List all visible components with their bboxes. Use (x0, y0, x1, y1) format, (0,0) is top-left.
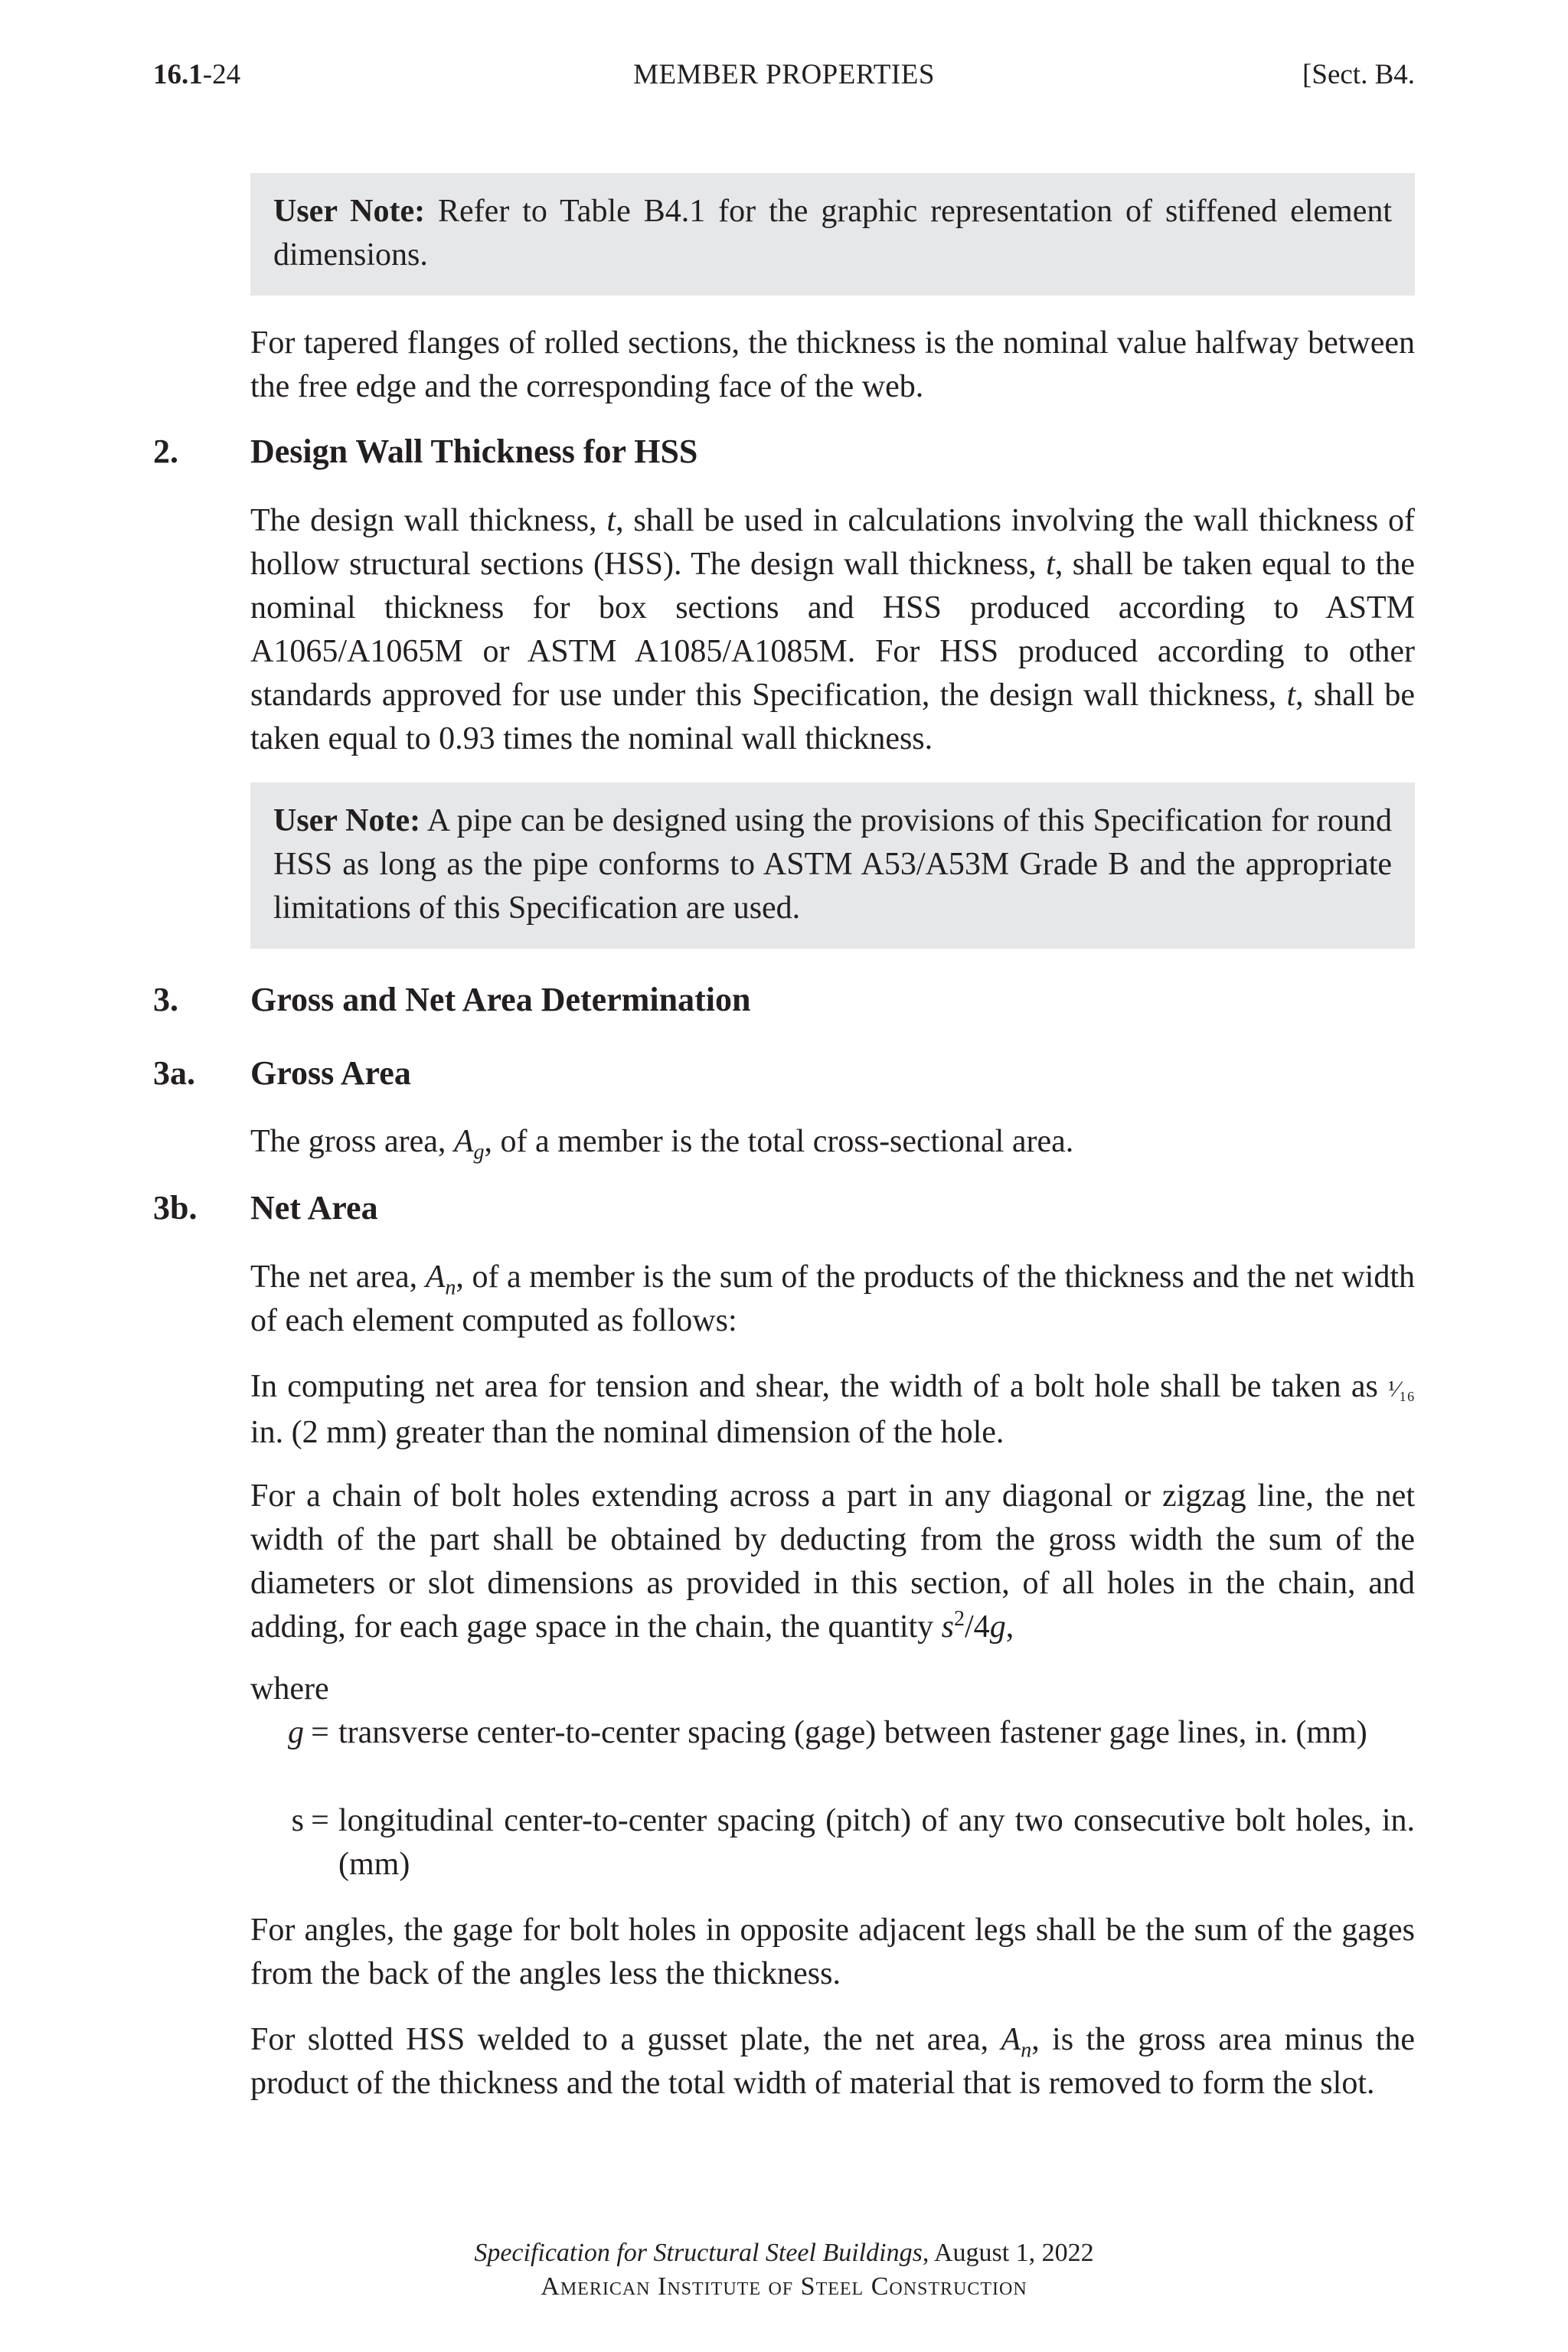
equals-sign: = (311, 1715, 329, 1750)
subscript-g: g (473, 1140, 485, 1165)
definition-symbol: g (288, 1715, 304, 1750)
section-heading-3a (153, 1054, 1415, 1099)
footer-publication: Specification for Structural Steel Buildings, August 1, 2022 (474, 2239, 1094, 2267)
definition-symbol: s (291, 1803, 304, 1838)
definition-text: longitudinal center-to-center spacing (pitch) of any two consecutive bolt holes, in. (mm) (338, 1803, 1415, 1882)
section-title: Net Area (250, 1189, 378, 1227)
paragraph-design-wall-thickness: The design wall thickness, t, shall be used in calculations involving the wall thickness of hollow structural sections (HSS). The design wall thickness, t, shall be taken equal to the nominal thickness for box sections and HSS produced according to ASTM A1065/A1065M or ASTM A1085/A1085M. For HSS produced according to other standards approved for use under this Specification, the design wall thickness, t, shall be taken equal to 0.93 times the nominal wall thickness. (250, 503, 1416, 756)
section-number: 2. (153, 433, 178, 470)
user-note-text: A pipe can be designed using the provisions of this Specification for round HSS as long as the pipe conforms to ASTM A53/A53M Grade B and the appropriate limitations of this Specification are used. (273, 803, 1393, 926)
user-note-label: User Note: (273, 194, 426, 229)
chapter-title: MEMBER PROPERTIES (633, 59, 935, 90)
subscript-n: n (1021, 2038, 1032, 2063)
equals-sign: = (311, 1803, 329, 1838)
user-note-text: Refer to Table B4.1 for the graphic representation of stiffened element dimensions. (273, 194, 1392, 273)
section-title: Gross and Net Area Determination (250, 981, 751, 1018)
paragraph-angles-gage: For angles, the gage for bolt holes in opposite adjacent legs shall be the sum of the gages from the back of the angles less the thickness. (250, 1913, 1415, 1991)
paragraph-gross-area: The gross area, $A_g$, of a member is the total cross-sectional area. (250, 1124, 1074, 1165)
variable-A: A (1001, 2022, 1021, 2057)
fraction-one-sixteenth: ¹⁄₁₆ (1388, 1377, 1416, 1402)
running-header (153, 58, 1415, 96)
page-number: 16.1-24 (153, 59, 241, 90)
user-note-table-reference (250, 173, 1415, 296)
variable-t: t (1046, 547, 1055, 582)
section-reference: [Sect. B4. (1302, 59, 1415, 90)
variable-A: A (425, 1259, 446, 1295)
section-title: Gross Area (250, 1054, 411, 1092)
user-note-label: User Note: (273, 803, 421, 838)
where-label: where (250, 1671, 329, 1707)
definition-text: transverse center-to-center spacing (gage) between fastener gage lines, in. (mm) (338, 1715, 1367, 1750)
variable-t: t (606, 503, 616, 538)
paragraph-bolt-hole-width: In computing net area for tension and shear, the width of a bolt hole shall be taken as ¹⁄₁₆ in. (2 mm) greater than the nominal dimension of the hole. (250, 1369, 1416, 1450)
section-heading-3 (153, 980, 1415, 1026)
subscript-n: n (445, 1276, 456, 1300)
formula-s2-over-4g: $s^2/4g$, (941, 1607, 1014, 1645)
section-title: Design Wall Thickness for HSS (250, 433, 698, 470)
variable-t: t (1286, 678, 1296, 713)
section-number: 3b. (153, 1189, 198, 1227)
paragraph-net-area-definition: The net area, $A_n$, of a member is the sum of the products of the thickness and the net width of each element computed as follows: (250, 1259, 1415, 1338)
paragraph-chain-of-holes: For a chain of bolt holes extending across a part in any diagonal or zigzag line, the net width of the part shall be obtained by deducting from the gross width the sum of the diameters or slot dimensions as provided in this section, of all holes in the chain, and adding, for each gage space in the chain, the quantity $s^2/4g$, (250, 1478, 1415, 1645)
user-note-pipe (250, 782, 1415, 949)
footer-publisher: American Institute of Steel Construction (541, 2272, 1027, 2301)
section-heading-2 (153, 432, 1415, 478)
section-number: 3a. (153, 1054, 195, 1092)
section-number: 3. (153, 981, 178, 1018)
paragraph-slotted-hss: For slotted HSS welded to a gusset plate, the net area, $A_n$, is the gross area minus the product of the thickness and the total width of material that is removed to form the slot. (250, 2022, 1416, 2101)
variable-A: A (453, 1124, 474, 1159)
paragraph-tapered-flanges: For tapered flanges of rolled sections, the thickness is the nominal value halfway between the free edge and the corresponding face of the web. (250, 325, 1415, 404)
section-heading-3b (153, 1188, 1415, 1234)
